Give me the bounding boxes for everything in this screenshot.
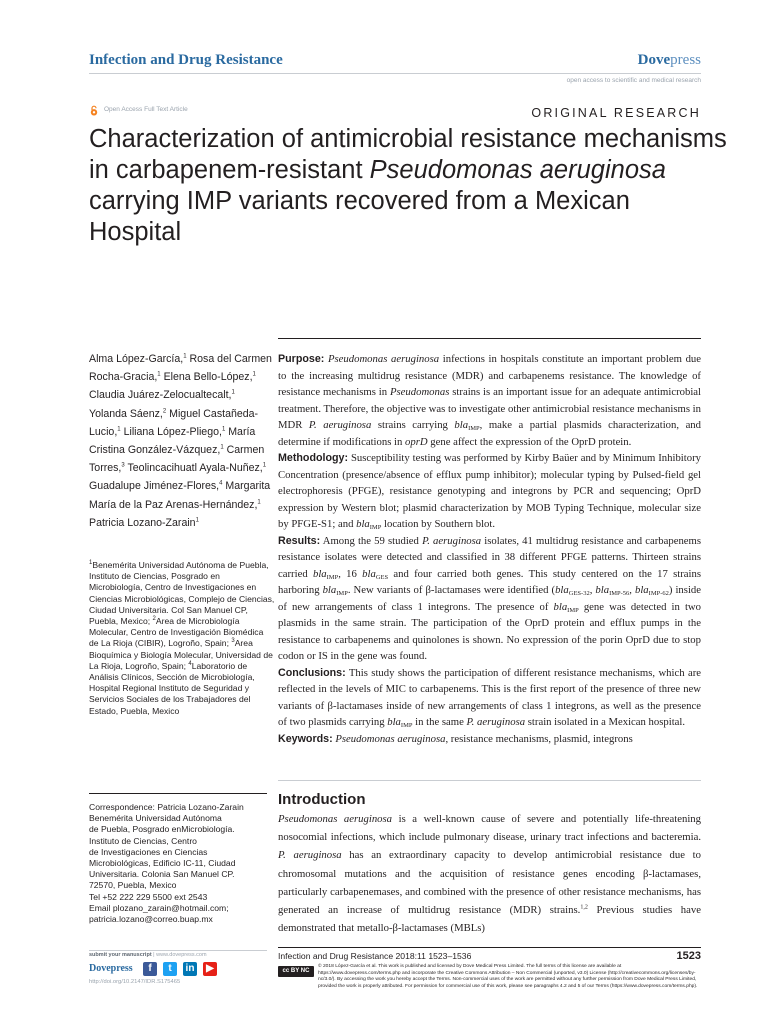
- abstract: [278, 351, 701, 747]
- gene-subscript: IMP: [336, 590, 348, 597]
- author-name: Rosa del Carmen Rocha-Gracia,: [89, 353, 272, 384]
- author-name: Elena Bello-López,: [160, 371, 253, 384]
- correspondence-line[interactable]: Email plozano_zarain@hotmail.com;: [89, 902, 229, 913]
- gene-subscript: IMP-62: [648, 590, 669, 597]
- doi-link[interactable]: http://doi.org/10.2147/IDR.S175465: [89, 979, 181, 985]
- abstract-text: Among the 59 studied: [320, 534, 423, 547]
- correspondence-line: de Investigaciones en Ciencias: [89, 846, 208, 857]
- gene-subscript: IMP: [400, 722, 413, 729]
- abstract-methodology: [278, 450, 701, 533]
- organism-name: P. aeruginosa: [466, 716, 526, 728]
- title-organism: Pseudomonas aeruginosa: [369, 156, 666, 184]
- abstract-text: gene affect the expression of the OprD protein.: [427, 435, 632, 448]
- author-list: [89, 350, 275, 532]
- gene-subscript: IMP-56: [609, 590, 630, 597]
- introduction-body: [278, 810, 701, 937]
- abstract-top-rule: [278, 338, 701, 339]
- author-affiliation-marker: 1: [231, 389, 235, 396]
- author-affiliation-marker: 1: [117, 426, 121, 433]
- affiliation-marker: 4: [188, 660, 192, 667]
- page-number: 1523: [676, 950, 701, 962]
- affiliation-marker: 2: [152, 616, 156, 623]
- abstract-text: , make a partial plasmids characterization, and determine if modifications in: [278, 419, 701, 448]
- publisher-tagline: open access to scientific and medical research: [566, 77, 701, 84]
- gene-name: bla: [322, 584, 337, 596]
- abstract-purpose: [278, 351, 701, 450]
- twitter-icon[interactable]: t: [163, 962, 177, 976]
- organism-name: Pseudomonas: [389, 386, 450, 398]
- author-name: Patricia Lozano-Zarain: [89, 516, 196, 529]
- correspondence: [89, 802, 275, 925]
- correspondence-line: Tel +52 222 229 5500 ext 2543: [89, 891, 208, 902]
- author-name: Claudia Juárez-Zelocualtecalt,: [89, 389, 232, 402]
- abstract-text: This study shows the participation of different resistance mechanisms, which are reflected in the levels of MIC to carbapenems. This is the first report of the presence of three new variants of β-lactamases inside of new arrangements of class 1 integrons, as well as the presence of two plasmids carrying: [278, 666, 701, 728]
- correspondence-heading: Correspondence: Patricia Lozano-Zarain: [89, 802, 244, 812]
- youtube-icon[interactable]: ▶: [203, 962, 217, 976]
- organism-name: P. aeruginosa: [278, 849, 342, 862]
- correspondence-line: Instituto de Ciencias, Centro: [89, 835, 197, 846]
- organism-name: Pseudomonas aeruginosa: [278, 813, 393, 825]
- organism-name: Pseudomonas aeruginosa: [327, 353, 440, 365]
- organism-name: P. aeruginosa: [308, 419, 372, 431]
- author-affiliation-marker: 1: [157, 371, 161, 378]
- affiliation-1: Benemérita Universidad Autónoma de Puebla, Instituto de Ciencias, Posgrado en Microbiología, Centro de Investigaciones en Ciencias Microbiológicas, Complejo de Ciencias, Ciudad Universitaria. Col San Manuel CP, Puebla, Mexico;: [89, 560, 275, 627]
- abstract-text: ,: [589, 584, 596, 596]
- author-name: Margarita María de la Paz Arenas-Hernández,: [89, 480, 271, 511]
- introduction-paragraph: [278, 810, 701, 937]
- gene-name: bla: [387, 716, 401, 728]
- linkedin-icon[interactable]: in: [183, 962, 197, 976]
- gene-name: oprD: [405, 435, 428, 448]
- footer-divider: [278, 947, 701, 948]
- author-name: Yolanda Sáenz,: [89, 407, 163, 420]
- publisher-logo-dove: Dove: [637, 52, 671, 68]
- abstract-text: . New variants of β-lactamases were identified (: [347, 584, 556, 596]
- author-affiliation-marker: 1: [195, 517, 199, 524]
- author-name: Liliana López-Pliego,: [120, 425, 222, 438]
- correspondence-line: Universitaria. Colonia San Manuel CP.: [89, 869, 235, 880]
- gene-name: bla: [312, 567, 327, 580]
- abstract-text: infections in hospitals constitute an important problem due to the increasing multidrug resistance (MDR) and carbapenems resistance. The knowledge of resistance mechanisms in: [278, 353, 702, 398]
- title-part-2: carrying IMP variants recovered from a Mexican Hospital: [89, 187, 630, 246]
- journal-name[interactable]: Infection and Drug Resistance: [89, 52, 283, 68]
- author-name: Carmen Torres,: [89, 444, 265, 475]
- author-name: María Cristina González-Vázquez,: [89, 425, 256, 457]
- gene-name: bla: [555, 584, 569, 596]
- author-affiliation-marker: 1: [257, 499, 261, 506]
- results-heading: Results:: [278, 534, 321, 547]
- author-affiliation-marker: 1: [183, 353, 187, 360]
- gene-subscript: GES-32: [568, 590, 590, 597]
- author-affiliation-marker: 3: [121, 462, 125, 469]
- author-affiliation-marker: 1: [252, 371, 256, 378]
- correspondence-line: de Puebla, Posgrado enMicrobiología.: [89, 824, 235, 835]
- author-name: Miguel Castañeda-Lucio,: [89, 407, 259, 438]
- author-name: Teolincacihuatl Ayala-Nuñez,: [124, 462, 263, 475]
- open-access-lock-icon: [89, 105, 99, 116]
- header-divider: [89, 73, 701, 74]
- keyword: , resistance mechanisms, plasmid, integrons: [445, 732, 633, 745]
- abstract-text: strains is an important issue for an adequate antimicrobial treatment. Therefore, the objective was to investigate other antimicrobial resistance mechanisms in MDR: [278, 386, 701, 431]
- abstract-results: [278, 533, 701, 665]
- body-text: has an extraordinary capacity to develop antimicrobial resistance due to chromosomal mutations and the acquisition of resistance genes encoding β-lactamases, particularly carbapenemases, and combined with the presence of other resistance mechanisms, has generated an increase of multidrug resistance (MDR) strains.: [278, 849, 701, 917]
- abstract-keywords: [278, 731, 701, 748]
- author-name: Guadalupe Jiménez-Flores,: [89, 480, 220, 493]
- abstract-text: in the same: [412, 716, 467, 728]
- abstract-text: ,: [629, 584, 635, 596]
- purpose-heading: Purpose:: [278, 353, 325, 365]
- citation-reference[interactable]: 1,2: [580, 904, 588, 911]
- gene-name: bla: [553, 600, 568, 613]
- abstract-bottom-rule: [278, 780, 701, 781]
- body-text: Previous studies have demonstrated that metallo-β-lactamases (MBLs): [278, 904, 701, 935]
- keyword: Pseudomonas aeruginosa: [335, 732, 446, 745]
- gene-subscript: IMP: [567, 606, 579, 614]
- introduction-heading: Introduction: [278, 791, 366, 808]
- article-type: ORIGINAL RESEARCH: [531, 106, 701, 120]
- gene-subscript: IMP: [326, 573, 339, 581]
- social-links: [143, 962, 217, 976]
- author-affiliation-marker: 1: [221, 426, 226, 433]
- gene-name: bla: [356, 518, 370, 530]
- correspondence-line[interactable]: patricia.lozano@correo.buap.mx: [89, 914, 213, 925]
- author-affiliation-marker: 1: [262, 462, 267, 469]
- gene-subscript: IMP: [369, 524, 382, 531]
- affiliations: [89, 560, 275, 717]
- submit-manuscript-link[interactable]: [89, 952, 207, 958]
- affiliation-3: Area Bioquímica y Biología Molecular, Universidad de La Rioja, Logroño, Spain;: [89, 638, 273, 671]
- abstract-text: , 16: [338, 567, 363, 580]
- abstract-text: and four carried both genes. This study centered on the 17 strains harboring: [278, 567, 702, 596]
- keywords-heading: Keywords:: [278, 732, 333, 745]
- abstract-text: Susceptibility testing was performed by Kirby Baüer and by Minimum Inhibitory Concentration (presence/absence of efflux pump inhibitor); molecular typing by Pulsed-field gel electrophoresis (PFGE), resistance genotyping and integrons by PCR and sequencing; OprD expression by Western blot; plasmid characterization by MOB Typing Technique, molecular size by PFGE-S1; and: [278, 452, 701, 530]
- abstract-conclusions: [278, 665, 701, 731]
- gene-name: bla: [634, 584, 649, 596]
- creative-commons-badge[interactable]: cc BY NC: [278, 966, 314, 977]
- abstract-text: location by Southern blot.: [381, 518, 496, 530]
- correspondence-line: 72570, Puebla, Mexico: [89, 880, 177, 891]
- gene-name: bla: [362, 567, 376, 580]
- abstract-text: strain isolated in a Mexican hospital.: [525, 716, 686, 728]
- footer-brand[interactable]: Dovepress: [89, 963, 133, 974]
- organism-name: P. aeruginosa: [422, 534, 482, 547]
- methodology-heading: Methodology:: [278, 452, 349, 464]
- abstract-text: gene was detected in two plasmids in the same strain. The participation of the OprD protein and efflux pumps in the resistance to carbapenems and quinolones is shown. No expression of the porin OprD due to stop codon or IS in the gene was found.: [278, 600, 701, 662]
- affiliation-4: Laboratorio de Análisis Clínicos, Sección de Microbiología, Hospital Regional Instituto de Seguridad y Servicios Sociales de los Trabajadores del Estado, Puebla, Mexico: [89, 660, 255, 716]
- publisher-logo-press: press: [670, 52, 701, 68]
- submit-site: | www.dovepress.com: [151, 952, 207, 958]
- submit-label: submit your manuscript: [89, 952, 152, 958]
- author-affiliation-marker: 2: [162, 408, 167, 415]
- body-text: is a well-known cause of severe and potentially life-threatening nosocomial infections, which include pulmonary disease, urinary tract infections and bacteremia.: [278, 813, 701, 844]
- gene-subscript: GES: [375, 573, 389, 581]
- abstract-text: isolates, 41 multidrug resistance and carbapenems resistance isolates were detected and classified in 38 different PFGE patterns. Thirteen strains carried: [278, 534, 702, 580]
- gene-name: bla: [595, 584, 610, 596]
- open-access-label: Open Access Full Text Article: [104, 106, 188, 113]
- gene-name: bla: [454, 419, 469, 431]
- affiliation-marker: 3: [231, 638, 235, 645]
- publisher-logo[interactable]: [638, 52, 701, 69]
- correspondence-line: Benemérita Universidad Autónoma: [89, 813, 222, 824]
- abstract-text: strains carrying: [371, 419, 455, 431]
- gene-subscript: IMP: [468, 425, 480, 432]
- correspondence-line: Microbiológicas, Edificio IC-11, Ciudad: [89, 858, 236, 869]
- article-title: [89, 124, 729, 248]
- abstract-text: ) inside of new arrangements of class 1 integrons. The presence of: [278, 584, 701, 613]
- author-affiliation-marker: 4: [219, 480, 223, 487]
- affiliation-marker: 1: [89, 560, 93, 567]
- facebook-icon[interactable]: f: [143, 962, 157, 976]
- title-part-1: Characterization of antimicrobial resistance mechanisms in carbapenem-resistant: [89, 125, 727, 184]
- affiliation-2: Area de Microbiología Molecular, Centro de Investigación Biomédica de La Rioja (CIBIR), Logroño, Spain;: [89, 616, 264, 649]
- submit-divider: [89, 950, 267, 951]
- author-affiliation-marker: 1: [220, 444, 224, 451]
- license-text: © 2018 López-García et al. This work is published and licensed by Dove Medical Press Limited. The full terms of this license are available at https://www.dovepress.com/terms.php and incorporate the Creative Commons Attribution – Non Commercial (unported, v3.0) License (http://creativecommons.org/licenses/by-nc/3.0/). By accessing the work you hereby accept the Terms. Non-commercial uses of the work are permitted without any further permission from Dove Medical Press Limited, provided the work is properly attributed. For permission for commercial use of this work, please see paragraphs 4.2 and 5 of our Terms (https://www.dovepress.com/terms.php).: [318, 964, 698, 989]
- footer-citation: Infection and Drug Resistance 2018:11 1523–1536: [278, 951, 472, 961]
- conclusions-heading: Conclusions:: [278, 666, 346, 679]
- correspondence-divider: [89, 793, 267, 794]
- author-name: Alma López-García,: [89, 353, 184, 365]
